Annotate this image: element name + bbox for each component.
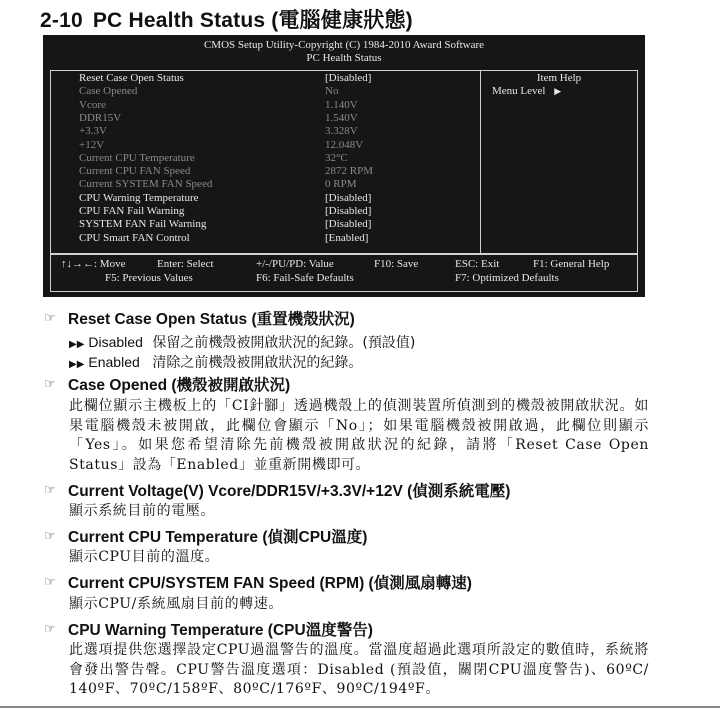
key-previous: F5: Previous Values bbox=[105, 272, 193, 284]
bios-setting-row bbox=[79, 139, 479, 152]
paragraph-cpu-warning: 此選項提供您選擇設定CPU過溫警告的溫度。當溫度超過此選項所設定的數值時，系統將會發出警告聲。CPU警告溫度選項：Disabled (預設值，關閉CPU溫度警告)、60ºC/ 140ºF、70ºC/158ºF、80ºC/176ºF、90ºC/194ºF。 bbox=[69, 642, 649, 697]
bios-setting-label: Case Opened bbox=[79, 85, 138, 98]
bios-setting-label: CPU Smart FAN Control bbox=[79, 231, 190, 244]
double-arrow-icon: ▶▶ bbox=[69, 359, 85, 370]
bios-setting-value[interactable]: [Disabled] bbox=[325, 205, 372, 217]
bios-setting-label: +3.3V bbox=[79, 125, 107, 138]
bios-setting-value: 1.540V bbox=[325, 111, 358, 124]
key-value: +/-/PU/PD: Value bbox=[256, 258, 334, 270]
bios-setting-label: Current CPU FAN Speed bbox=[79, 165, 191, 178]
bios-setting-value: 3.328V bbox=[325, 125, 358, 138]
bios-setting-value[interactable]: [Disabled] bbox=[325, 218, 372, 231]
bios-setting-value: 2872 RPM bbox=[325, 165, 373, 178]
bios-setting-label: Current SYSTEM FAN Speed bbox=[79, 178, 213, 191]
bios-setting-label: Current CPU Temperature bbox=[79, 151, 195, 164]
key-optimized: F7: Optimized Defaults bbox=[455, 272, 559, 284]
bios-setting-value[interactable]: [Enabled] bbox=[325, 231, 369, 244]
option-key: Disabled bbox=[88, 334, 143, 350]
bios-setting-value: No bbox=[325, 85, 339, 98]
bios-setting-value: 1.140V bbox=[325, 98, 358, 111]
pointing-hand-icon: ☞ bbox=[44, 528, 56, 543]
key-move: ↑↓→←: Move bbox=[61, 258, 126, 270]
bios-setting-label: CPU FAN Fail Warning bbox=[79, 205, 185, 217]
option-disabled bbox=[69, 332, 415, 352]
bios-setting-row[interactable] bbox=[79, 218, 479, 231]
paragraph-case-opened: 此欄位顯示主機板上的「CI針腳」透過機殼上的偵測裝置所偵測到的機殼被開啟狀況。如果電腦機殼未被開啟，此欄位會顯示「No」；如果電腦機殼被開啟過，此欄位則顯示「Yes」。如果您希望清除先前機殼被開啟狀況的紀錄，請將「Reset Case Open Status」設為「Enabled」並重新開機即可。 bbox=[69, 398, 649, 473]
bios-setting-value: 0 RPM bbox=[325, 178, 357, 191]
bios-setting-row bbox=[79, 112, 479, 125]
bios-setting-row bbox=[79, 125, 479, 138]
bios-setting-row bbox=[79, 178, 479, 191]
double-arrow-icon: ▶▶ bbox=[69, 339, 85, 350]
bios-settings-list bbox=[51, 71, 481, 253]
bios-setting-label: +12V bbox=[79, 138, 105, 151]
bios-setting-label: Vcore bbox=[79, 98, 106, 111]
pointing-hand-icon: ☞ bbox=[44, 376, 56, 391]
bios-setting-label: SYSTEM FAN Fail Warning bbox=[79, 218, 207, 231]
paragraph-fan-speed: 顯示CPU/系統風扇目前的轉速。 bbox=[69, 596, 284, 612]
bios-setting-row bbox=[79, 152, 479, 165]
bios-page-name: PC Health Status bbox=[306, 52, 382, 64]
bios-setting-row bbox=[79, 85, 479, 98]
bios-setting-row bbox=[79, 165, 479, 178]
item-help-title: Item Help bbox=[536, 72, 582, 84]
pointing-hand-icon: ☞ bbox=[44, 621, 56, 636]
section-number: 2-10 bbox=[40, 9, 83, 32]
section-title-text: PC Health Status (電腦健康狀態) bbox=[92, 9, 413, 32]
bios-setting-label: CPU Warning Temperature bbox=[79, 191, 199, 204]
bios-setting-value[interactable]: [Disabled] bbox=[325, 72, 372, 84]
bios-header bbox=[43, 35, 645, 65]
heading-case-opened: Case Opened (機殼被開啟狀況) bbox=[68, 377, 291, 394]
bios-key-legend bbox=[50, 254, 638, 292]
bios-setting-row[interactable] bbox=[79, 192, 479, 205]
pointing-hand-icon: ☞ bbox=[44, 482, 56, 497]
bios-copyright: CMOS Setup Utility-Copyright (C) 1984-2010 Award Software bbox=[203, 39, 485, 51]
key-exit: ESC: Exit bbox=[455, 258, 500, 270]
bios-setting-row[interactable] bbox=[79, 232, 479, 245]
paragraph-cpu-temp: 顯示CPU目前的溫度。 bbox=[69, 549, 220, 565]
bios-setting-value[interactable]: [Disabled] bbox=[325, 191, 372, 204]
key-help: F1: General Help bbox=[533, 258, 610, 270]
pointing-hand-icon: ☞ bbox=[44, 310, 56, 325]
menu-level bbox=[492, 85, 561, 97]
bios-setting-value: 12.048V bbox=[325, 138, 364, 151]
heading-reset-case: Reset Case Open Status (重置機殼狀況) bbox=[68, 311, 355, 328]
bios-setting-row[interactable] bbox=[79, 205, 479, 218]
bottom-rule bbox=[0, 706, 720, 708]
key-enter: Enter: Select bbox=[157, 258, 214, 270]
heading-cpu-temp: Current CPU Temperature (偵測CPU溫度) bbox=[68, 529, 368, 546]
key-failsafe: F6: Fail-Safe Defaults bbox=[256, 272, 354, 284]
bios-setting-label: DDR15V bbox=[79, 111, 122, 124]
option-desc: 清除之前機殼被開啟狀況的紀錄。 bbox=[152, 355, 363, 371]
paragraph-voltage: 顯示系統目前的電壓。 bbox=[69, 503, 215, 519]
key-save: F10: Save bbox=[374, 258, 419, 270]
page-title bbox=[40, 4, 413, 34]
heading-cpu-warning: CPU Warning Temperature (CPU溫度警告) bbox=[68, 622, 373, 639]
heading-voltage: Current Voltage(V) Vcore/DDR15V/+3.3V/+12V (偵測系統電壓) bbox=[68, 483, 511, 500]
option-key: Enabled bbox=[88, 354, 140, 370]
bios-item-help bbox=[481, 71, 637, 253]
pointing-hand-icon: ☞ bbox=[44, 574, 56, 589]
bios-setting-label: Reset Case Open Status bbox=[79, 72, 184, 84]
heading-fan-speed: Current CPU/SYSTEM FAN Speed (RPM) (偵測風扇轉速) bbox=[68, 575, 472, 592]
option-desc: 保留之前機殼被開啟狀況的紀錄。(預設值) bbox=[152, 335, 416, 351]
menu-level-arrow-icon: ▶ bbox=[554, 86, 562, 96]
option-enabled bbox=[69, 352, 362, 372]
bios-setting-row bbox=[79, 99, 479, 112]
bios-setting-value: 32°C bbox=[325, 151, 348, 164]
bios-setting-row[interactable] bbox=[79, 72, 479, 85]
menu-level-label: Menu Level bbox=[492, 85, 546, 97]
bios-screenshot bbox=[43, 35, 645, 297]
bios-main-panel bbox=[50, 70, 638, 254]
